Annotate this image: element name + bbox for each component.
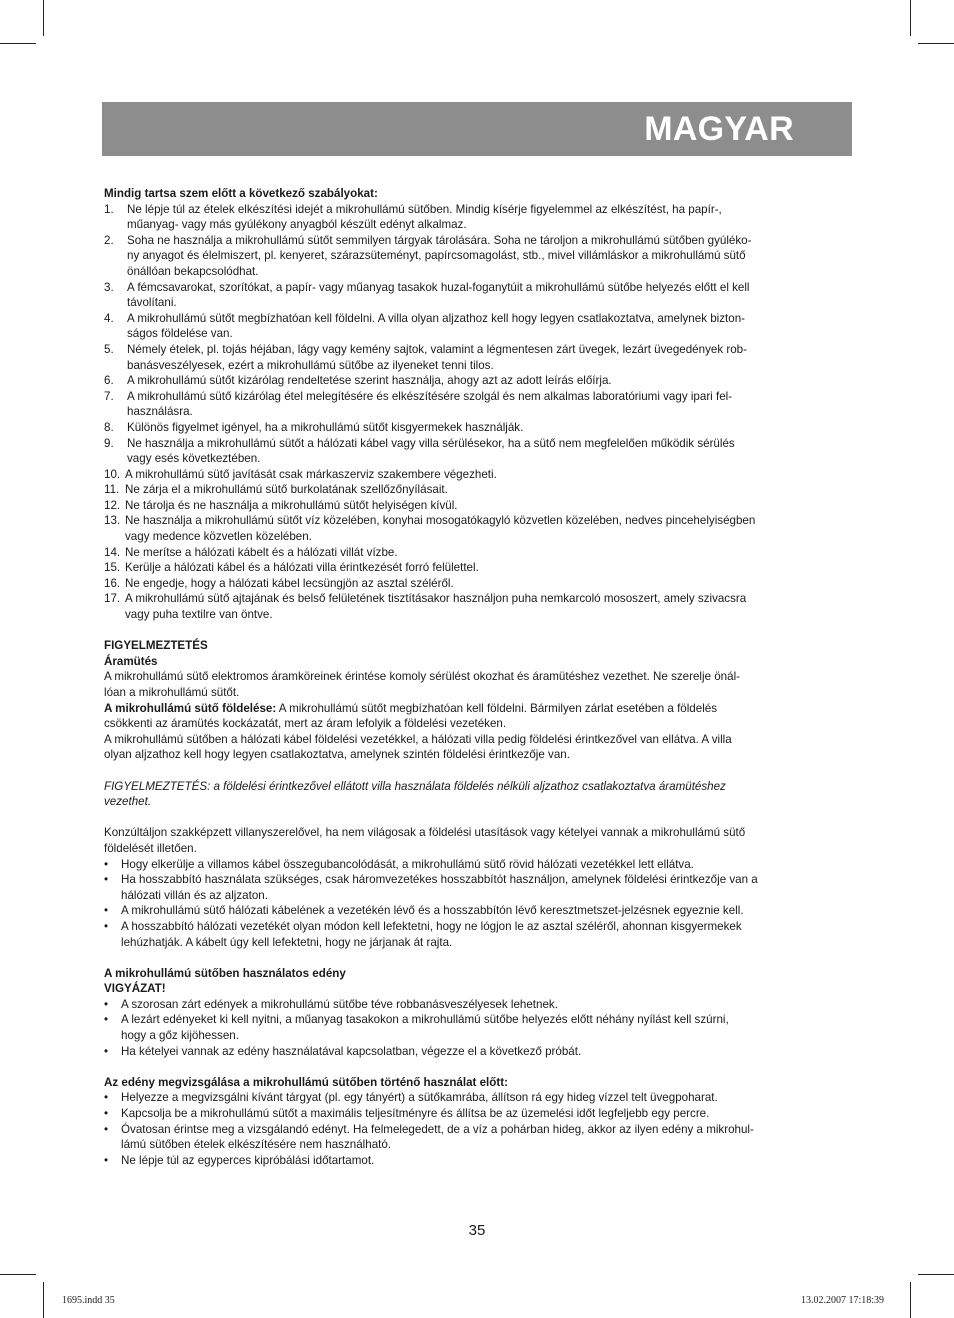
- list-item-number: 15.: [104, 561, 121, 575]
- shock-paragraph: A mikrohullámú sütő elektromos áramköreinek érintése komoly sérülést okozhat és áramütéshez vezethet. Ne szerelje önál- lóan a mikrohullámú sütőt.: [104, 670, 741, 699]
- crop-mark: [43, 1282, 44, 1318]
- list-item: [104, 436, 852, 467]
- list-item-number: 13.: [104, 514, 121, 528]
- list-item: [104, 1153, 852, 1169]
- list-item: [104, 420, 852, 436]
- list-item: [104, 202, 852, 233]
- crop-mark: [0, 43, 36, 44]
- list-item-text: Ha hosszabbító használata szükséges, csak háromvezetékes hosszabbítót használjon, amelynek földelési érintkezője van a hálózati villán és az aljzaton.: [121, 873, 758, 902]
- list-item-text: A mikrohullámú sütő hálózati kábelének a vezetékén lévő és a hosszabbítón lévő keresztmetszet-jelzésnek egyeznie kell.: [121, 904, 744, 918]
- list-item: [104, 903, 852, 919]
- list-item: [104, 872, 852, 903]
- bullet-icon: •: [104, 904, 109, 918]
- bullet-icon: •: [104, 1091, 109, 1105]
- list-item-number: 8.: [104, 420, 114, 434]
- crop-mark: [918, 43, 954, 44]
- list-item: [104, 997, 852, 1013]
- list-item: [104, 280, 852, 311]
- crop-mark: [918, 1274, 954, 1275]
- list-item-number: 14.: [104, 545, 121, 559]
- list-item-number: 9.: [104, 436, 114, 450]
- list-item-text: Ha kételyei vannak az edény használatával kapcsolatban, végezze el a következő próbát.: [121, 1044, 582, 1058]
- list-item-text: Soha ne használja a mikrohullámú sütőt semmilyen tárgyak tárolására. Soha ne tároljon a mikrohullámú sütőben gyúléko- ny anyagot és élelmiszert, pl. kenyeret, szárazsüteményt, papírcsomagolást, stb., mivel villámláskor a mikrohullámú sütő önállóan bekapcsolódhat.: [127, 233, 752, 278]
- caution-subheading: VIGYÁZAT!: [104, 982, 166, 996]
- list-item-text: A mikrohullámú sütő javítását csak márkaszerviz szakembere végezheti.: [125, 467, 497, 481]
- footer-timestamp: 13.02.2007 17:18:39: [800, 1295, 884, 1306]
- bullet-icon: •: [104, 1107, 109, 1121]
- list-item-text: Ne engedje, hogy a hálózati kábel lecsüngjön az asztal széléről.: [125, 576, 454, 590]
- rules-heading: Mindig tartsa szem előtt a következő szabályokat:: [104, 187, 378, 200]
- list-item-text: A mikrohullámú sütőt megbízhatóan kell földelni. A villa olyan aljzathoz kell hogy legyen csatlakoztatva, amelynek bizton- ságos földelése van.: [127, 311, 746, 341]
- list-item-number: 1.: [104, 202, 114, 216]
- list-item-text: Ne zárja el a mikrohullámú sütő burkolatának szellőzőnyílásait.: [125, 483, 448, 497]
- bullet-icon: •: [104, 873, 109, 887]
- list-item-text: Némely ételek, pl. tojás héjában, lágy vagy kemény sajtok, valamint a légmentesen zárt üvegek, lezárt üvegedények rob- banásveszélyesek, ezért a mikrohullámú sütőbe az ilyeneket tenni tilos.: [127, 342, 747, 372]
- list-item-text: Hogy elkerülje a villamos kábel összegubancolódását, a mikrohullámú sütő rövid hálózati vezetékkel lett ellátva.: [121, 857, 694, 871]
- list-item: [104, 467, 852, 483]
- grounding-text-line: csökkenti az áramütés kockázatát, mert az áram lefolyik a földelési vezetéken.: [104, 717, 507, 731]
- list-item: [104, 919, 852, 950]
- list-item-text: A fémcsavarokat, szorítókat, a papír- vagy műanyag tasakok huzal-foganytúit a mikrohullámú sütőbe helyezés előtt el kell távolítani.: [127, 280, 750, 310]
- bullet-icon: •: [104, 857, 109, 871]
- list-item: [104, 513, 852, 544]
- list-item: [104, 1090, 852, 1106]
- list-item-text: Helyezze a megvizsgálni kívánt tárgyat (pl. egy tányért) a sütőkamrába, állítson rá egy hideg vízzel telt üvegpoharat.: [121, 1091, 718, 1105]
- list-item: [104, 389, 852, 420]
- list-item: [104, 591, 852, 622]
- bullet-icon: •: [104, 1044, 109, 1058]
- crop-mark: [43, 0, 44, 36]
- test-bullet-list: [104, 1090, 852, 1168]
- list-item: [104, 545, 852, 561]
- list-item-text: A mikrohullámú sütő ajtajának és belső felületének tisztításakor használjon puha nemkarcoló mososzert, amely szivacsra vagy puha textilre van öntve.: [125, 592, 747, 622]
- crop-mark: [0, 1274, 36, 1275]
- list-item-number: 3.: [104, 280, 114, 294]
- list-item: [104, 311, 852, 342]
- list-item-text: A szorosan zárt edények a mikrohullámú sütőbe téve robbanásveszélyesek lehetnek.: [121, 997, 558, 1011]
- grounding-label: A mikrohullámú sütő földelése:: [104, 701, 277, 715]
- list-item-text: Ne használja a mikrohullámú sütőt víz közelében, konyhai mosogatókagyló közvetlen közelében, nedves pincehelyiségben vagy medence közvetlen közelében.: [125, 514, 756, 544]
- list-item: [104, 1122, 852, 1153]
- language-header-bar: [102, 102, 852, 156]
- list-item-text: A lezárt edényeket ki kell nyitni, a műanyag tasakokon a mikrohullámú sütőbe helyezés előtt néhány nyílást kell szúrni, hogy a gőz kijöhessen.: [121, 1013, 729, 1043]
- list-item-text: Ne használja a mikrohullámú sütőt a hálózati kábel vagy villa sérülésekor, ha a sütő nem megfelelően működik sérülés vagy esés következtében.: [127, 436, 735, 466]
- language-title: MAGYAR: [644, 110, 794, 148]
- list-item: [104, 498, 852, 514]
- list-item-number: 10.: [104, 467, 121, 481]
- list-item-number: 5.: [104, 342, 114, 356]
- list-item: [104, 373, 852, 389]
- document-body: [104, 186, 852, 1168]
- list-item-text: Ne lépje túl az egyperces kipróbálási időtartamot.: [121, 1153, 375, 1167]
- list-item: [104, 576, 852, 592]
- list-item: [104, 233, 852, 280]
- list-item-text: A hosszabbító hálózati vezetékét olyan módon kell lefektetni, hogy ne lógjon le az asztal széléről, ahonnan kisgyermekek lehúzhatják. A kábelt úgy kell lefektetni, hogy ne járjanak át rajta.: [121, 919, 742, 949]
- list-item-number: 7.: [104, 389, 114, 403]
- bullet-icon: •: [104, 997, 109, 1011]
- list-item-text: A mikrohullámú sütő kizárólag étel melegítésére és elkészítésére szolgál és nem alkalmas laboratóriumi vagy ipari fel- használásra.: [127, 389, 733, 419]
- rules-list: [104, 202, 852, 623]
- bullet-icon: •: [104, 1122, 109, 1136]
- cookware-bullet-list: [104, 997, 852, 1059]
- list-item-number: 2.: [104, 233, 114, 247]
- cable-bullet-list: [104, 857, 852, 951]
- list-item: [104, 1012, 852, 1043]
- list-item: [104, 1044, 852, 1060]
- list-item-text: A mikrohullámú sütőt kizárólag rendeltetése szerint használja, ahogy azt az adott leírás előírja.: [127, 374, 612, 388]
- grounding-text-line: A mikrohullámú sütőt megbízhatóan kell földelni. Bármilyen zárlat esetében a földelés: [276, 701, 718, 715]
- list-item-text: Óvatosan érintse meg a vizsgálandó edényt. Ha felmelegedett, de a víz a pohárban hideg, akkor az ilyen edény a mikrohul- lámú sütőben ételek elkészítésére nem használható.: [121, 1122, 754, 1152]
- list-item-number: 6.: [104, 374, 114, 388]
- electrician-paragraph: Konzúltáljon szakképzett villanyszerelővel, ha nem világosak a földelési utasítások vagy kételyei vannak a mikrohullámú sütő földelését illetően.: [104, 826, 746, 855]
- list-item: [104, 1106, 852, 1122]
- electric-shock-subheading: Áramütés: [104, 654, 158, 668]
- cable-paragraph: A mikrohullámú sütőben a hálózati kábel földelési vezetékkel, a hálózati villa pedig földelési érintkezővel van ellátva. A villa olyan aljzathoz kell hogy legyen csatlakoztatva, amelynek szintén földelési érintkezője van.: [104, 732, 732, 762]
- grounding-paragraph: [104, 701, 852, 732]
- list-item-number: 16.: [104, 576, 121, 590]
- list-item-text: Kerülje a hálózati kábel és a hálózati villa érintkezését forró felülettel.: [125, 561, 479, 575]
- list-item-text: Különös figyelmet igényel, ha a mikrohullámú sütőt kisgyermekek használják.: [127, 420, 524, 434]
- warning-heading: FIGYELMEZTETÉS: [104, 639, 208, 653]
- list-item-number: 17.: [104, 592, 121, 606]
- list-item-number: 11.: [104, 483, 120, 497]
- list-item-number: 12.: [104, 498, 121, 512]
- crop-mark: [910, 0, 911, 36]
- list-item: [104, 482, 852, 498]
- footer-file-info: 1695.indd 35: [62, 1295, 115, 1306]
- list-item-text: Ne merítse a hálózati kábelt és a hálózati villát vízbe.: [125, 545, 398, 559]
- list-item-text: Ne lépje túl az ételek elkészítési idejét a mikrohullámú sütőben. Mindig kísérje figyelemmel az elkészítést, ha papír-, műanyag- vagy más gyúlékony anyagból készült edényt alkalmaz.: [127, 202, 722, 232]
- list-item-number: 4.: [104, 311, 114, 325]
- list-item: [104, 857, 852, 873]
- bullet-icon: •: [104, 919, 109, 933]
- bullet-icon: •: [104, 1153, 109, 1167]
- list-item: [104, 342, 852, 373]
- crop-mark: [910, 1282, 911, 1318]
- italic-warning: FIGYELMEZTETÉS: a földelési érintkezővel ellátott villa használata földelés nélküli aljzathoz csatlakoztatva áramütéshez vezethet.: [104, 779, 726, 809]
- cookware-heading: A mikrohullámú sütőben használatos edény: [104, 966, 346, 980]
- list-item-text: Kapcsolja be a mikrohullámú sütőt a maximális teljesítményre és állítsa be az üzemelési időt legfeljebb egy percre.: [121, 1107, 710, 1121]
- page-number: 35: [468, 1222, 486, 1239]
- list-item-text: Ne tárolja és ne használja a mikrohullámú sütőt helyiségen kívül.: [125, 498, 458, 512]
- list-item: [104, 560, 852, 576]
- bullet-icon: •: [104, 1013, 109, 1027]
- test-heading: Az edény megvizsgálása a mikrohullámú sütőben történő használat előtt:: [104, 1075, 508, 1089]
